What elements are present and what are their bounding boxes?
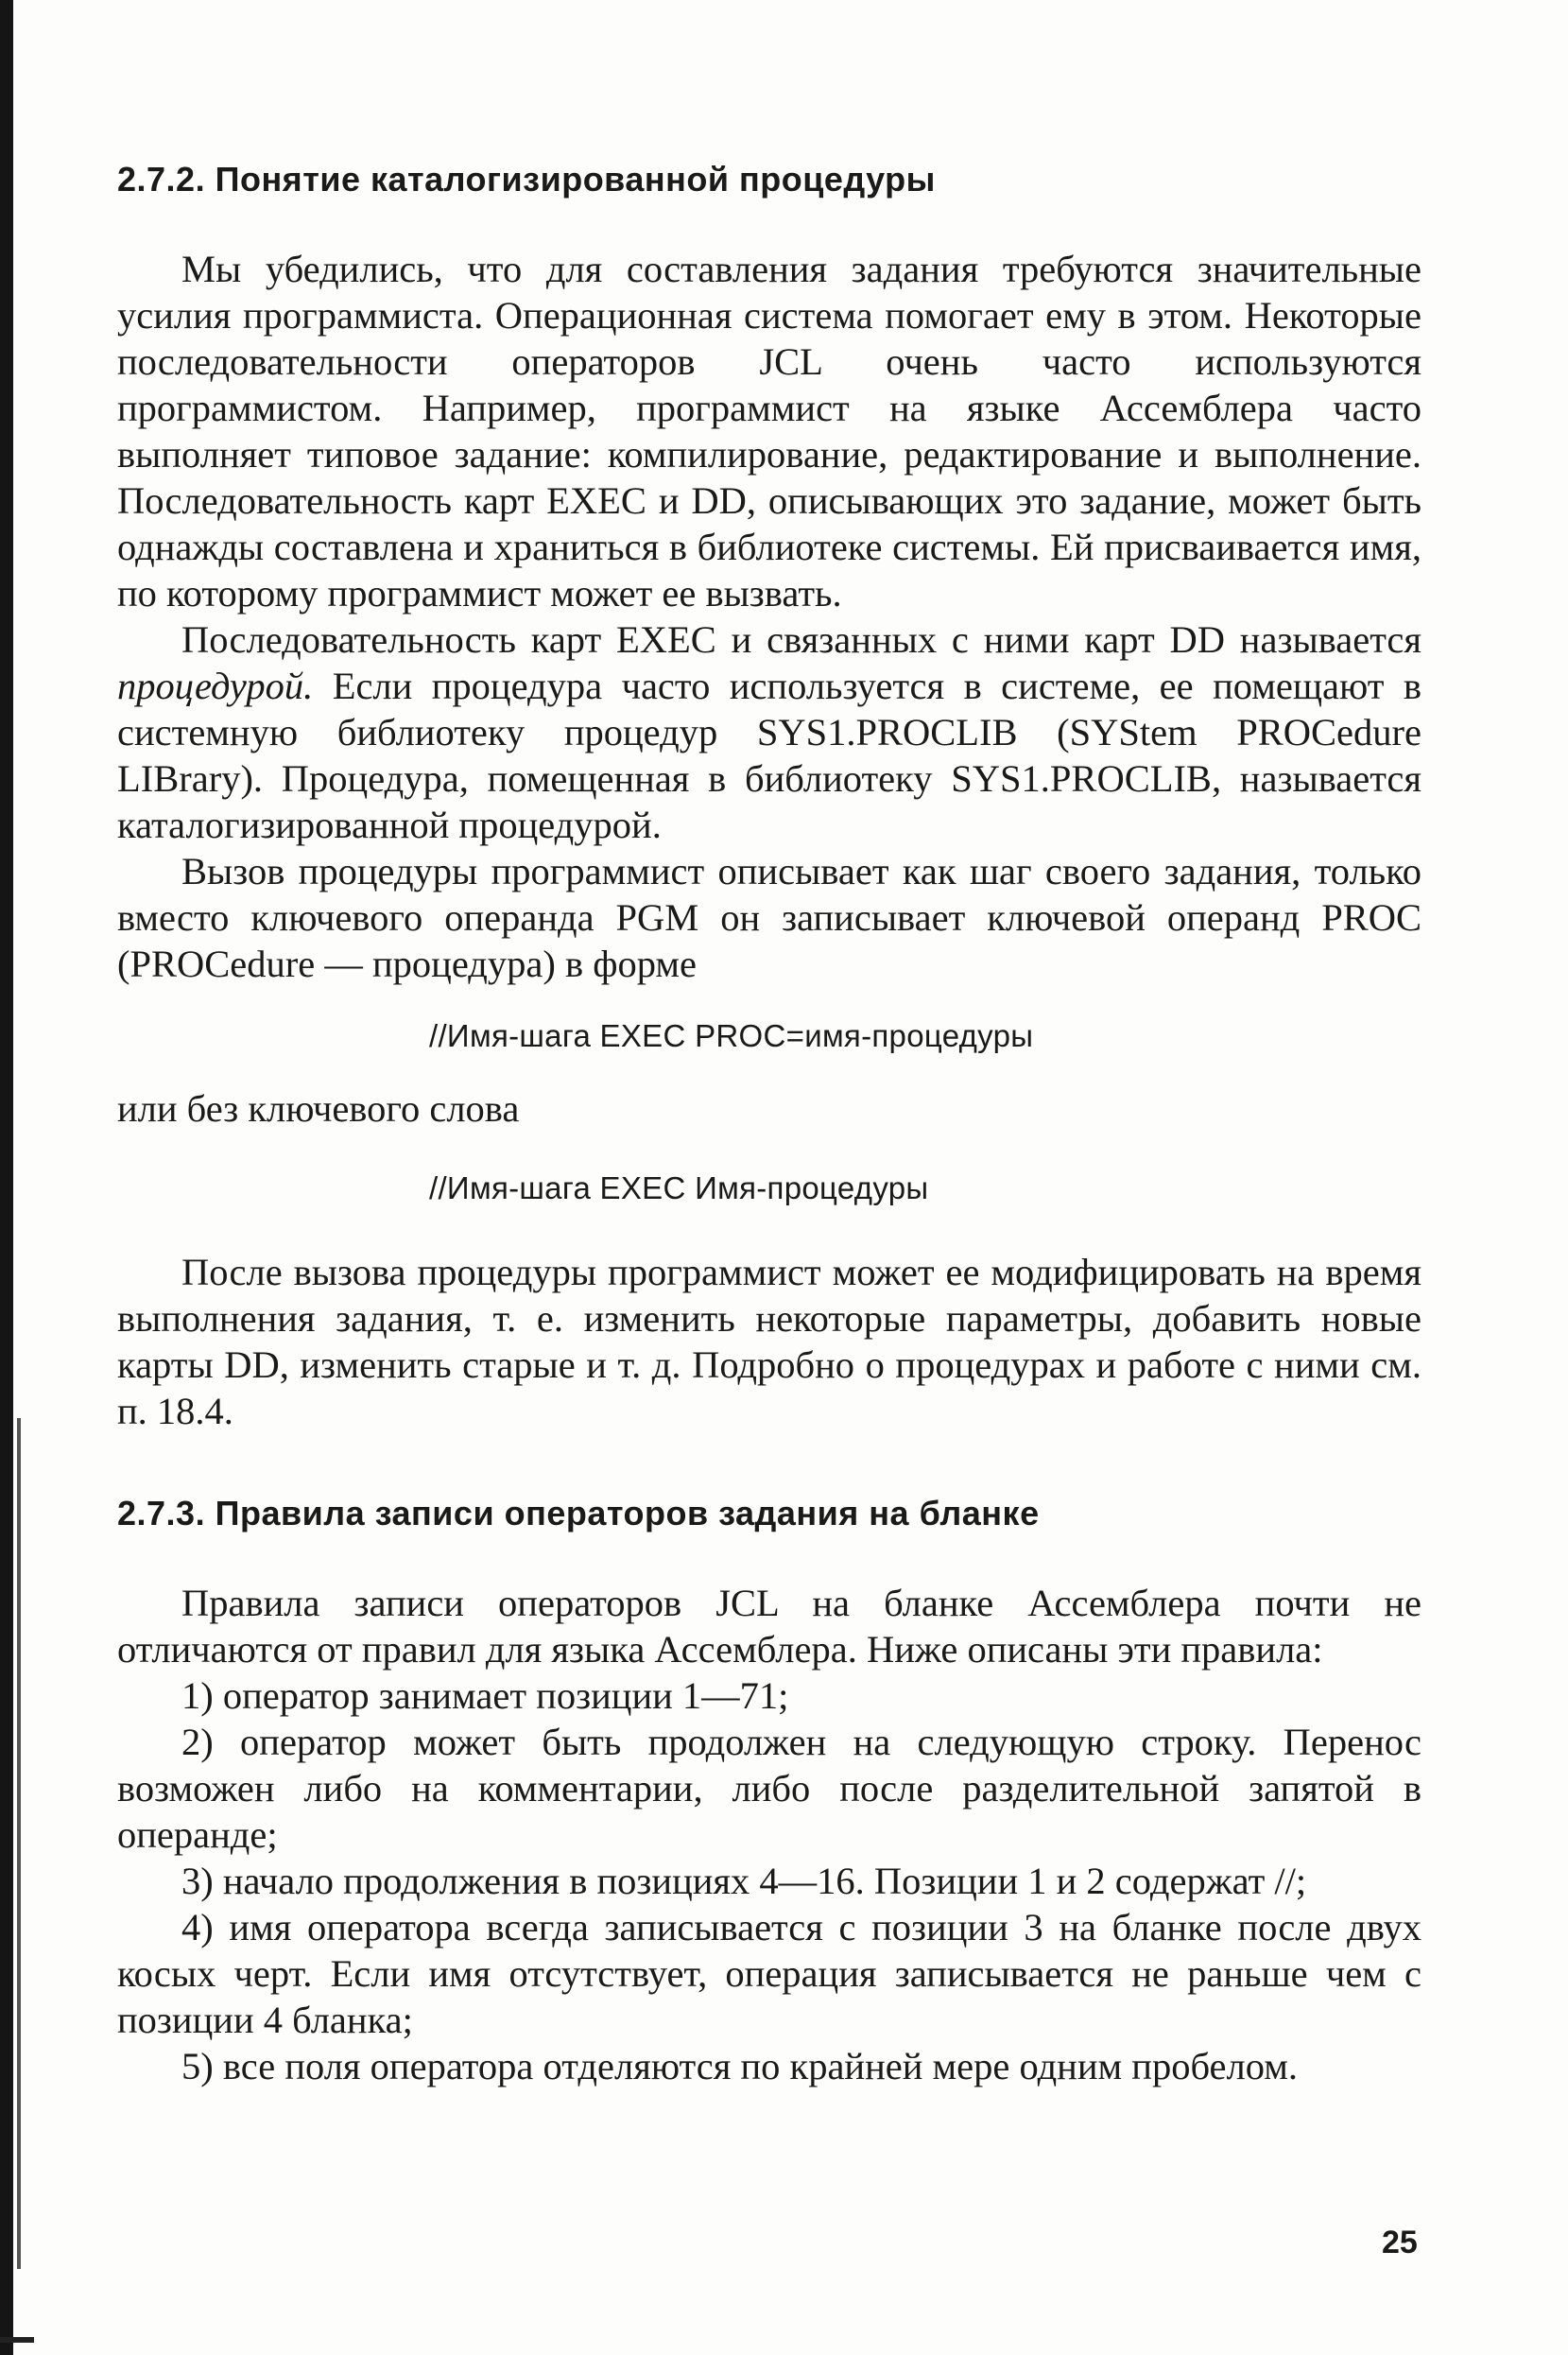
rule-item-1: 1) оператор занимает позиции 1—71; <box>181 1674 789 1717</box>
rule-item-2: 2) оператор может быть продолжен на следующую строку. Перенос возможен либо на комментарии, либо после разделительной запятой в операнде; <box>117 1721 1422 1856</box>
paragraph-2 <box>117 616 1422 848</box>
rule-item-4: 4) имя оператора всегда записывается с позиции 3 на бланке после двух косых черт. Если имя отсутствует, операция записывается не раньше чем с позиции 4 бланка; <box>117 1906 1422 2041</box>
section-heading-2-7-3: 2.7.3. Правила записи операторов задания на бланке <box>117 1494 1040 1532</box>
paragraph-5: После вызова процедуры программист может ее модифицировать на время выполнения задания, т. е. изменить некоторые параметры, добавить новые карты DD, изменить старые и т. д. Подробно о процедурах и работе с ними см. п. 18.4. <box>117 1251 1422 1432</box>
rule-item-3: 3) начало продолжения в позициях 4—16. Позиции 1 и 2 содержат //; <box>181 1860 1307 1902</box>
paragraph-2-start: Последовательность карт EXEC и связанных с ними карт DD называется <box>181 618 1422 661</box>
paragraph-3: Вызов процедуры программист описывает как шаг своего задания, только вместо ключевого операнда PGM он записывает ключевой операнд PROC (PROCedure — процедура) в форме <box>117 850 1422 985</box>
formula-exec-name: //Имя-шага EXEC Имя-процедуры <box>429 1170 929 1205</box>
binding-edge-line <box>0 0 13 2355</box>
paragraph-4: или без ключевого слова <box>117 1087 520 1130</box>
rules-intro: Правила записи операторов JCL на бланке Ассемблера почти не отличаются от правил для языка Ассемблера. Ниже описаны эти правила: <box>117 1582 1422 1671</box>
term-procedure: процедурой. <box>117 665 314 707</box>
formula-exec-proc: //Имя-шага EXEC PROC=имя-процедуры <box>429 1018 1034 1053</box>
page-content <box>117 142 1422 2089</box>
rule-item-5: 5) все поля оператора отделяются по крайней мере одним пробелом. <box>181 2045 1298 2087</box>
page-number: 25 <box>1382 2225 1418 2260</box>
bottom-corner-rule <box>0 2337 34 2343</box>
binding-edge-shadow <box>17 1418 21 2269</box>
paragraph-2-end: Если процедура часто используется в системе, ее помещают в системную библиотеку процедур SYS1.PROCLIB (SYStem PROCedure LIBrary). Процедура, помещенная в библиотеку SYS1.PROCLIB, называется каталогизированной процедурой. <box>117 665 1422 846</box>
paragraph-1: Мы убедились, что для составления задания требуются значительные усилия программиста. Операционная система помогает ему в этом. Некоторые последовательности операторов JCL очень часто используются программистом. Например, программист на языке Ассемблера часто выполняет типовое задание: компилирование, редактирование и выполнение. Последовательность карт EXEC и DD, описывающих это задание, может быть однажды составлена и храниться в библиотеке системы. Ей присваивается имя, по которому программист может ее вызвать. <box>117 248 1422 615</box>
section-heading-2-7-2: 2.7.2. Понятие каталогизированной процедуры <box>117 160 936 199</box>
